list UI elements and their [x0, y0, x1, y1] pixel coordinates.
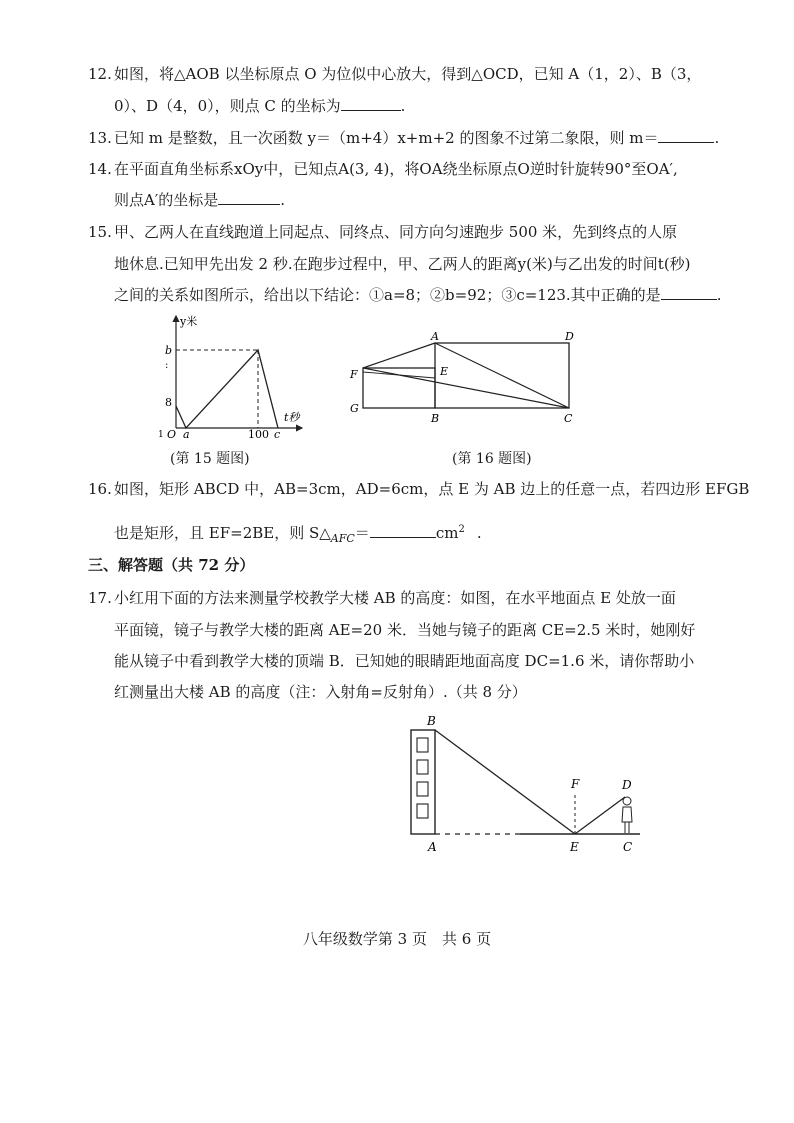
- question-text: 小红用下面的方法来测量学校教学大楼 AB 的高度：如图，在水平地面点 E 处放一面: [114, 589, 676, 607]
- page-footer: 八年级数学第 3 页 共 6 页: [302, 930, 492, 948]
- question-text: 甲、乙两人在直线跑道上同起点、同终点、同方向匀速跑步 500 米，先到终点的人原: [114, 223, 678, 241]
- question-15: [88, 222, 677, 242]
- rectangle-efgb: [363, 368, 435, 408]
- label-e: E: [440, 365, 449, 378]
- equals-sign: ＝: [354, 524, 370, 542]
- question-17-line4: [114, 682, 527, 702]
- question-text: 之间的关系如图所示，给出以下结论：①a=8；②b=92；③c=123.其中正确的是: [114, 286, 661, 304]
- question-text: 红测量出大楼 AB 的高度（注：入射角=反射角）.（共 8 分）: [114, 683, 527, 701]
- answer-blank[interactable]: [658, 128, 714, 143]
- label-b: B: [427, 714, 436, 728]
- label-f: F: [350, 368, 358, 381]
- question-number: 16.: [88, 480, 112, 498]
- question-17-line2: [114, 620, 695, 640]
- question-16-line2: [114, 520, 482, 549]
- question-14-line2: [114, 190, 285, 210]
- question-16: [88, 479, 749, 499]
- question-number: 13.: [88, 129, 112, 147]
- distance-curve: [176, 350, 278, 428]
- subscript-afc: AFC: [330, 532, 355, 545]
- origin-label: O: [167, 428, 177, 440]
- label-c: C: [564, 412, 573, 425]
- figure-16-diagram: [340, 328, 590, 426]
- label-a: A: [431, 330, 439, 343]
- label-c: C: [623, 840, 633, 854]
- label-d: D: [622, 778, 632, 792]
- punctuation: .: [476, 524, 482, 542]
- t-axis-label: t秒: [284, 411, 300, 424]
- question-text: 地休息.已知甲先出发 2 秒.在跑步过程中，甲、乙两人的距离y(米)与乙出发的时间t(秒): [114, 255, 691, 273]
- b-label: b: [165, 344, 173, 357]
- question-15-line3: [114, 285, 721, 305]
- question-12: [88, 64, 701, 84]
- segment-ac: [435, 343, 569, 408]
- question-13: [88, 128, 719, 148]
- punctuation: .: [280, 191, 286, 209]
- punctuation: .: [714, 129, 720, 147]
- figure-16-caption: (第 16 题图): [452, 451, 532, 467]
- question-text: 如图，将△AOB 以坐标原点 O 为位似中心放大，得到△OCD，已知 A（1，2）、B（3，: [114, 65, 702, 83]
- segment-inner: [363, 372, 435, 378]
- question-text: 平面镜，镜子与教学大楼的距离 AE=20 米．当她与镜子的距离 CE=2.5 米时，她刚好: [114, 621, 696, 639]
- hundred-label: 100: [248, 428, 269, 440]
- question-number: 12.: [88, 65, 112, 83]
- answer-blank[interactable]: [341, 96, 401, 111]
- ray-be: [435, 730, 575, 834]
- one-label: 1: [158, 430, 164, 440]
- question-number: 14.: [88, 160, 112, 178]
- eight-label: 8: [165, 396, 172, 409]
- unit-superscript: 2: [458, 524, 465, 535]
- dots-mark: :: [165, 360, 169, 371]
- section-title: 三、解答题（共 72 分）: [88, 556, 255, 574]
- question-text: 也是矩形，且 EF=2BE，则 S△: [114, 524, 331, 542]
- question-text: 0）、D（4，0），则点 C 的坐标为: [114, 97, 341, 115]
- question-text: 能从镜子中看到教学大楼的顶端 B．已知她的眼睛距地面高度 DC=1.6 米，请你帮助小: [114, 652, 695, 670]
- question-text: 在平面直角坐标系xOy中，已知点A(3, 4)，将OA绕坐标原点O逆时针旋转90°至OA′,: [114, 160, 678, 178]
- girl-figure: [622, 797, 632, 833]
- question-17-line3: [114, 651, 694, 671]
- unit-cm: cm: [435, 524, 459, 542]
- ray-ed: [575, 797, 625, 834]
- question-text: 已知 m 是整数，且一次函数 y＝（m+4）x+m+2 的图象不过第二象限，则 m＝: [114, 129, 659, 147]
- question-17: [88, 588, 676, 608]
- label-a: A: [428, 840, 437, 854]
- label-e: E: [570, 840, 579, 854]
- label-b: B: [431, 412, 440, 425]
- punctuation: .: [400, 97, 406, 115]
- question-14: [88, 159, 678, 179]
- question-text: 如图，矩形 ABCD 中，AB=3cm，AD=6cm，点 E 为 AB 边上的任意一点，若四边形 EFGB: [114, 480, 750, 498]
- answer-blank[interactable]: [661, 285, 717, 300]
- label-g: G: [350, 402, 359, 415]
- question-number: 17.: [88, 589, 112, 607]
- answer-blank[interactable]: [370, 523, 436, 538]
- question-12-line2: [114, 96, 405, 116]
- figure-17-diagram: [400, 710, 650, 860]
- question-text: 则点A′的坐标是: [114, 191, 219, 209]
- segment-fa: [363, 343, 435, 368]
- figure-15-graph: [156, 310, 316, 440]
- c-label: c: [274, 428, 281, 440]
- a-label: a: [183, 428, 190, 440]
- question-15-line2: [114, 254, 691, 274]
- figure-15-caption: (第 15 题图): [170, 451, 250, 467]
- punctuation: .: [716, 286, 722, 304]
- answer-blank[interactable]: [218, 190, 280, 205]
- segment-fc: [363, 368, 569, 408]
- question-number: 15.: [88, 223, 112, 241]
- y-axis-label: y米: [180, 315, 198, 328]
- label-d: D: [565, 330, 574, 343]
- label-f: F: [571, 777, 580, 791]
